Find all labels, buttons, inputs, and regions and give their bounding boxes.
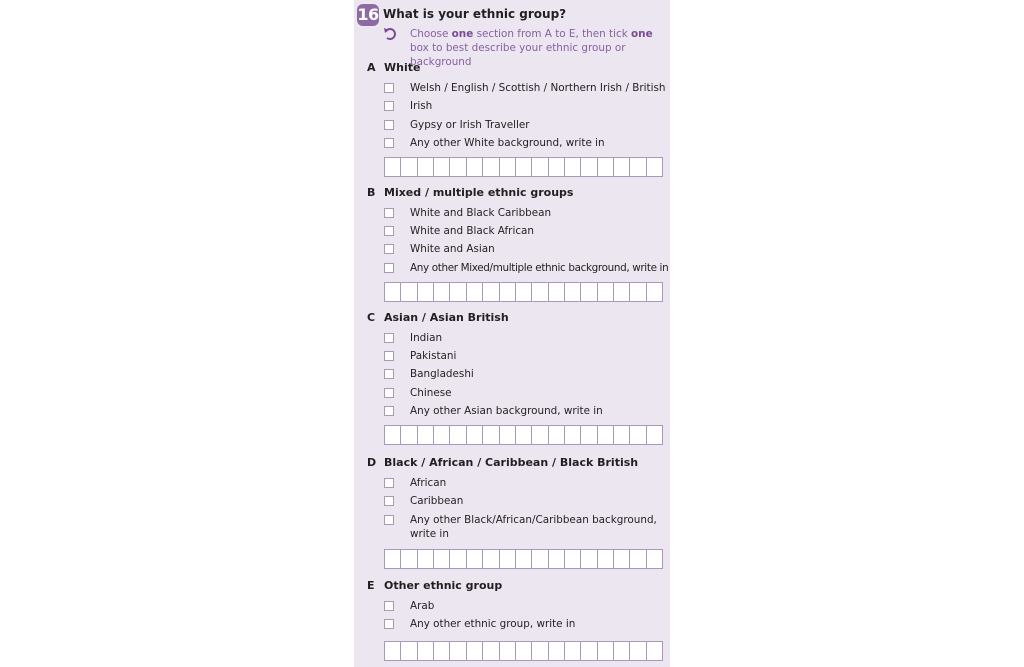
write-in-other-black[interactable]	[384, 549, 663, 569]
question-panel	[354, 0, 670, 667]
question-instruction: Choose one section from A to E, then tick one box to best describe your ethnic group or background	[410, 28, 653, 68]
section-c-letter: C	[367, 311, 376, 324]
option-label-irish: Irish	[410, 100, 433, 112]
checkbox-white-black-african[interactable]	[384, 226, 394, 236]
checkbox-arab[interactable]	[384, 601, 394, 611]
checkbox-white-asian[interactable]	[384, 244, 394, 254]
checkbox-white-black-caribbean[interactable]	[384, 208, 394, 218]
checkbox-indian[interactable]	[384, 333, 394, 343]
question-title: What is your ethnic group?	[383, 7, 567, 21]
option-label-bangladeshi: Bangladeshi	[410, 368, 474, 380]
checkbox-african[interactable]	[384, 478, 394, 488]
option-label-chinese: Chinese	[410, 387, 452, 399]
write-in-other-mixed[interactable]	[384, 282, 663, 302]
option-label-indian: Indian	[410, 332, 443, 344]
section-e-letter: E	[367, 579, 375, 592]
checkbox-chinese[interactable]	[384, 388, 394, 398]
option-label-african: African	[410, 477, 447, 489]
option-label-white-british: Welsh / English / Scottish / Northern Irish / British	[410, 82, 666, 94]
section-a-letter: A	[367, 61, 376, 74]
checkbox-bangladeshi[interactable]	[384, 369, 394, 379]
option-label-white-asian: White and Asian	[410, 243, 495, 255]
checkbox-irish[interactable]	[384, 101, 394, 111]
checkbox-gypsy-irish-traveller[interactable]	[384, 120, 394, 130]
option-label-white-black-caribbean: White and Black Caribbean	[410, 207, 552, 219]
section-d-letter: D	[367, 456, 377, 469]
write-in-other-white[interactable]	[384, 157, 663, 177]
option-label-arab: Arab	[410, 600, 435, 612]
option-label-other-black: Any other Black/African/Caribbean background, write in	[410, 514, 657, 540]
checkbox-other-white[interactable]	[384, 138, 394, 148]
checkbox-pakistani[interactable]	[384, 351, 394, 361]
section-a-title: White	[384, 61, 421, 74]
option-label-caribbean: Caribbean	[410, 495, 464, 507]
checkbox-other-asian[interactable]	[384, 406, 394, 416]
section-c-title: Asian / Asian British	[384, 311, 509, 324]
option-label-white-black-african: White and Black African	[410, 225, 535, 237]
write-in-other-ethnic-group[interactable]	[384, 641, 663, 661]
option-label-gypsy-irish-traveller: Gypsy or Irish Traveller	[410, 119, 530, 131]
checkbox-other-mixed[interactable]	[384, 263, 394, 273]
checkbox-other-black[interactable]	[384, 515, 394, 525]
option-label-other-asian: Any other Asian background, write in	[410, 405, 603, 417]
option-label-other-ethnic-group: Any other ethnic group, write in	[410, 618, 576, 630]
write-in-other-asian[interactable]	[384, 425, 663, 445]
section-e-title: Other ethnic group	[384, 579, 503, 592]
checkbox-other-ethnic-group[interactable]	[384, 619, 394, 629]
option-label-other-mixed: Any other Mixed/multiple ethnic background, write in	[410, 262, 669, 274]
question-number-badge: 16	[357, 5, 379, 24]
arrow-route-icon	[383, 27, 397, 41]
checkbox-caribbean[interactable]	[384, 496, 394, 506]
section-b-title: Mixed / multiple ethnic groups	[384, 186, 574, 199]
option-label-pakistani: Pakistani	[410, 350, 457, 362]
section-d-title: Black / African / Caribbean / Black British	[384, 456, 639, 469]
checkbox-white-british[interactable]	[384, 83, 394, 93]
section-b-letter: B	[367, 186, 376, 199]
option-label-other-white: Any other White background, write in	[410, 137, 605, 149]
